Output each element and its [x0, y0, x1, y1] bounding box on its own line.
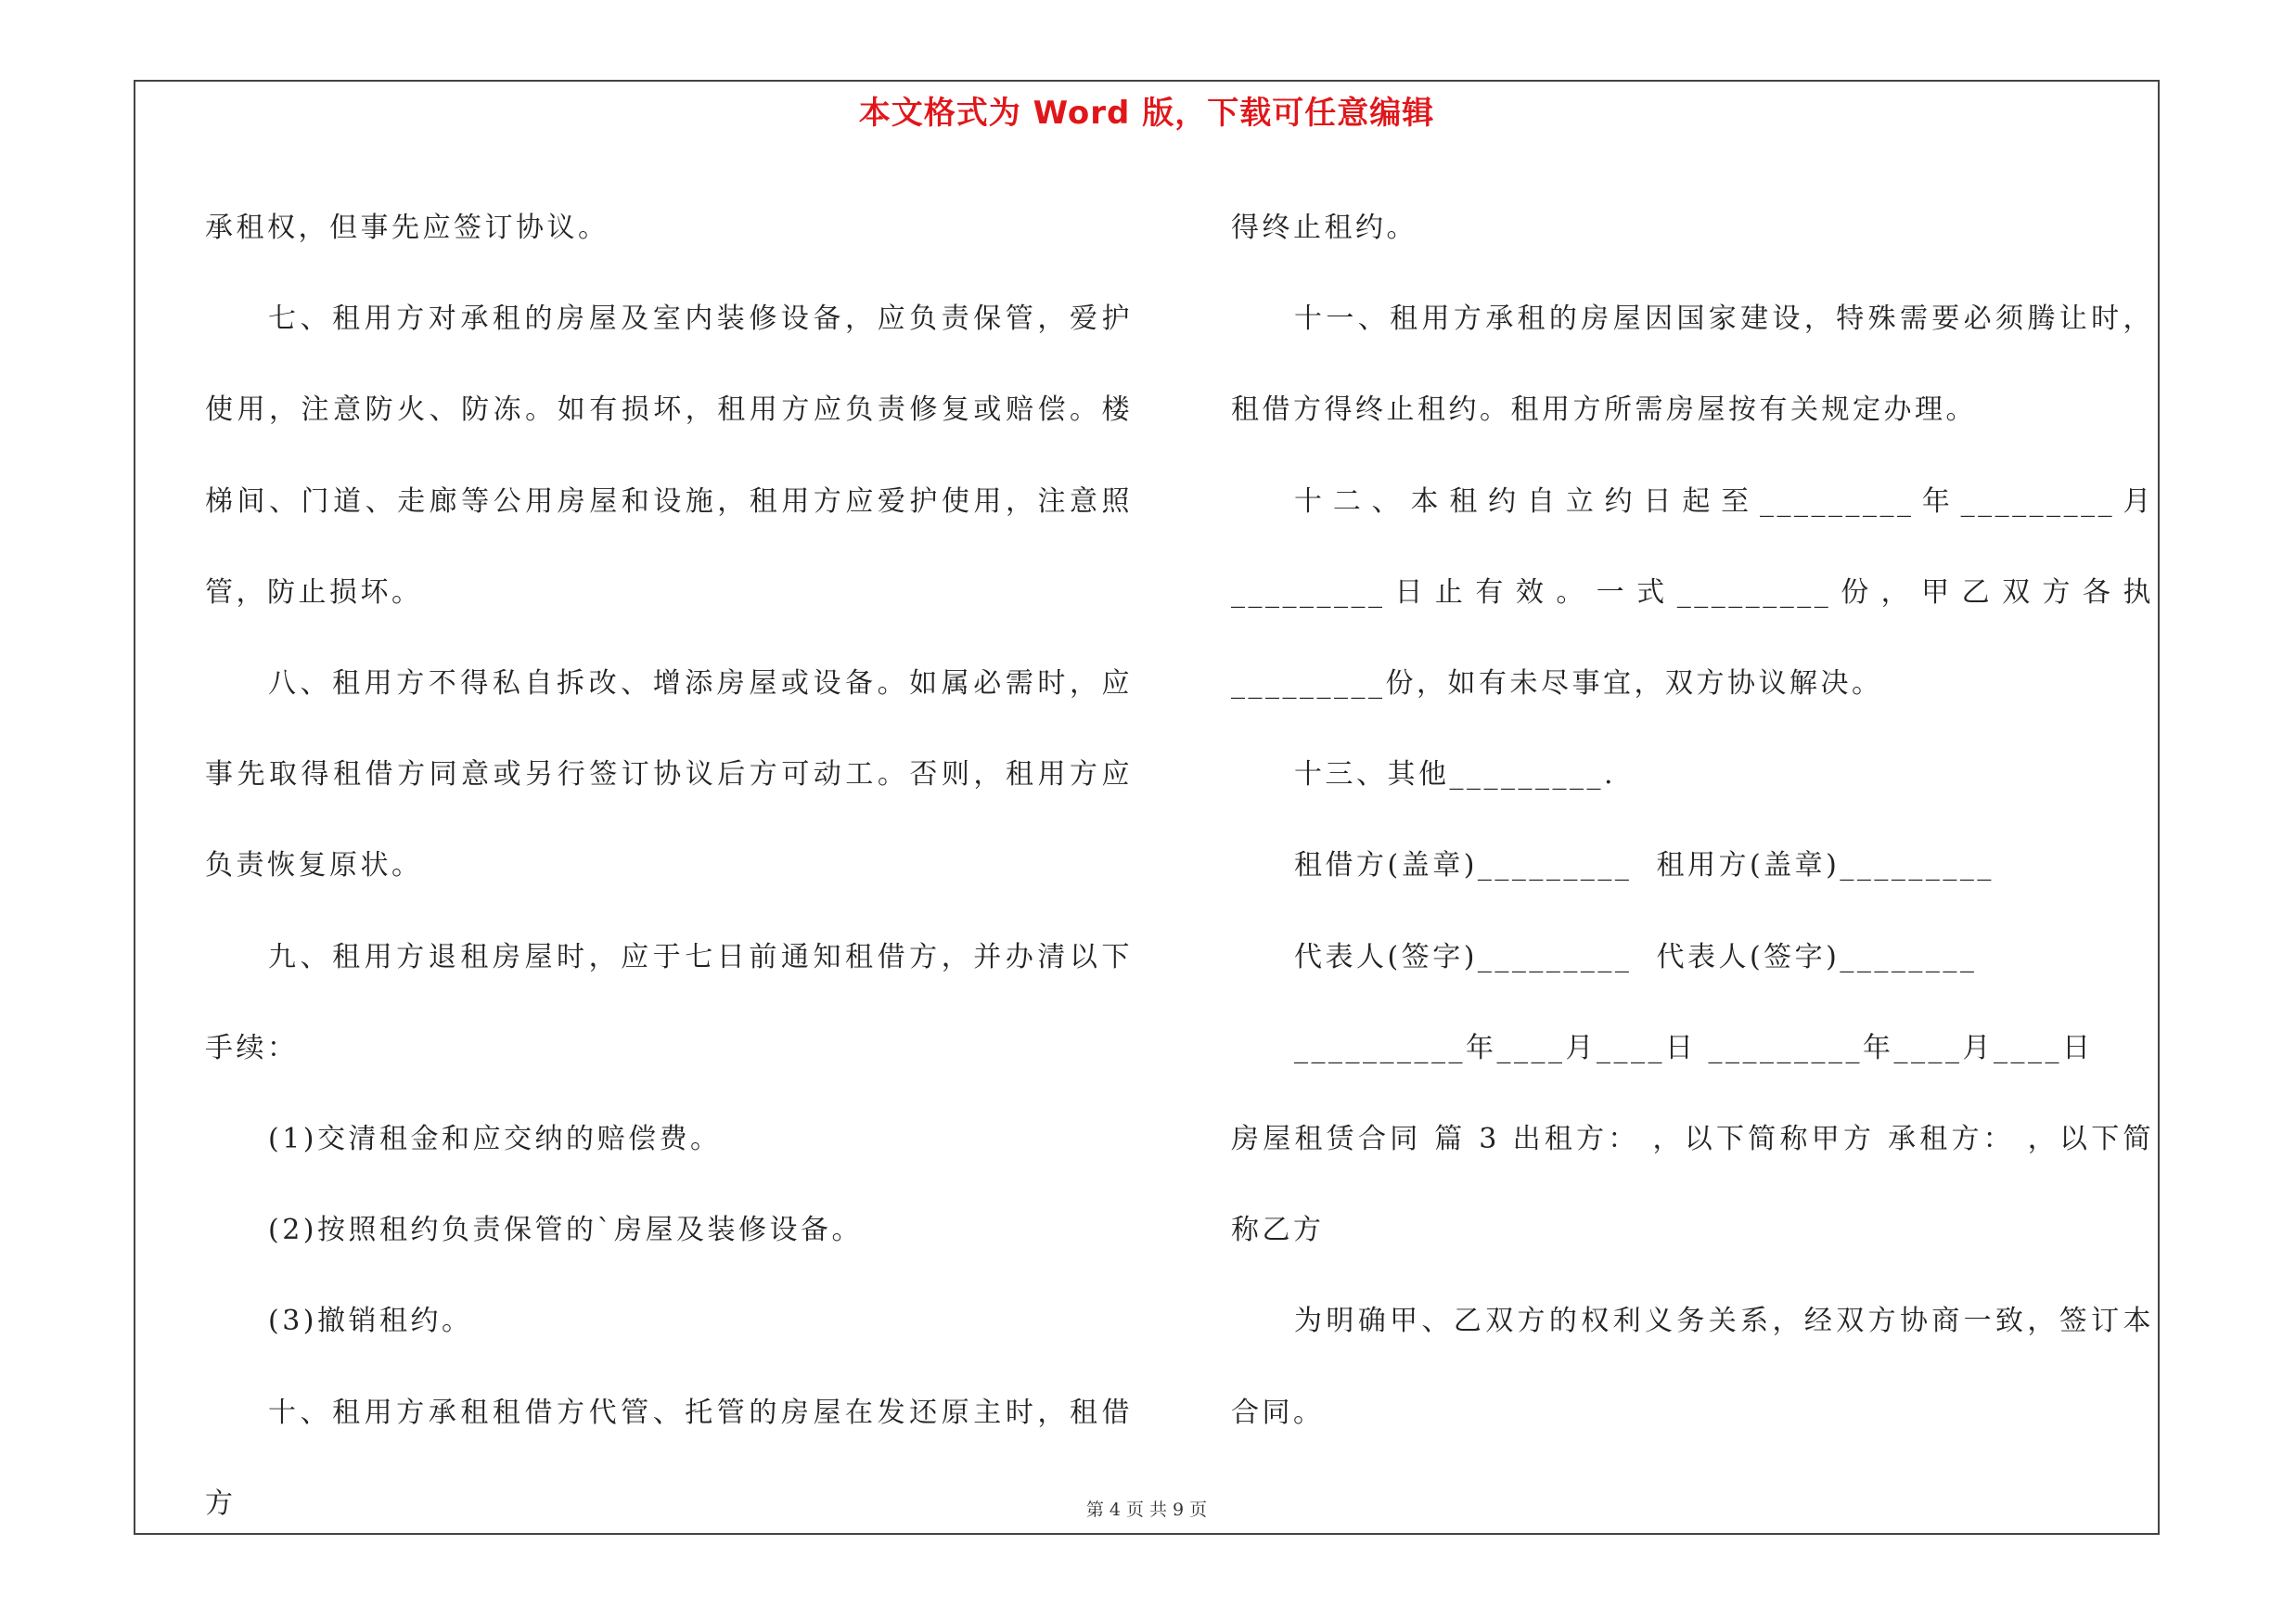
right-column: [1231, 183, 2154, 1459]
page-number: 第 4 页 共 9 页: [1085, 1500, 1208, 1520]
signature-line-date: __________年____月____日 _________年____月____日: [1294, 1031, 2094, 1064]
paragraph: 为明确甲、乙双方的权利义务关系，经双方协商一致，签订本合同。: [1231, 1305, 2154, 1429]
paragraph: 得终止租约。: [1231, 212, 1417, 244]
paragraph: 八、租用方不得私自拆改、增添房屋或设备。如属必需时，应事先取得租借方同意或另行签订协议后方可动工。否则，租用方应负责恢复原状。: [205, 667, 1133, 882]
paragraph: 十二、本租约自立约日起至_________年_________月_________日止有效。一式_________份，甲乙双方各执_________份，如有未尽事宜，双方协议解决。: [1231, 484, 2154, 701]
paragraph: (3)撤销租约。: [268, 1305, 473, 1338]
paragraph: 十三、其他_________.: [1294, 758, 1617, 792]
paragraph: 房屋租赁合同 篇 3 出租方： ，以下简称甲方 承租方： ，以下简称乙方: [1231, 1123, 2154, 1247]
paragraph: 承租权，但事先应签订协议。: [205, 212, 609, 244]
paragraph: 七、租用方对承租的房屋及室内装修设备，应负责保管，爱护使用，注意防火、防冻。如有损坏，租用方应负责修复或赔偿。楼梯间、门道、走廊等公用房屋和设施，租用方应爱护使用，注意照管，防止损坏。: [205, 303, 1133, 609]
header-banner: 本文格式为 Word 版，下载可任意编辑: [858, 95, 1435, 132]
paragraph: (1)交清租金和应交纳的赔偿费。: [268, 1123, 722, 1156]
paragraph: 十一、租用方承租的房屋因国家建设，特殊需要必须腾让时，租借方得终止租约。租用方所需房屋按有关规定办理。: [1231, 303, 2154, 427]
signature-line-seal: 租借方(盖章)_________ 租用方(盖章)_________: [1294, 849, 1995, 882]
signature-line-representative: 代表人(签字)_________ 代表人(签字)________: [1294, 940, 1978, 973]
paragraph: (2)按照租约负责保管的`房屋及装修设备。: [268, 1214, 863, 1247]
left-column: [205, 183, 1133, 1550]
paragraph: 九、租用方退租房屋时，应于七日前通知租借方，并办清以下手续：: [205, 940, 1133, 1064]
paragraph: 十、租用方承租租借方代管、托管的房屋在发还原主时，租借方: [205, 1396, 1133, 1520]
